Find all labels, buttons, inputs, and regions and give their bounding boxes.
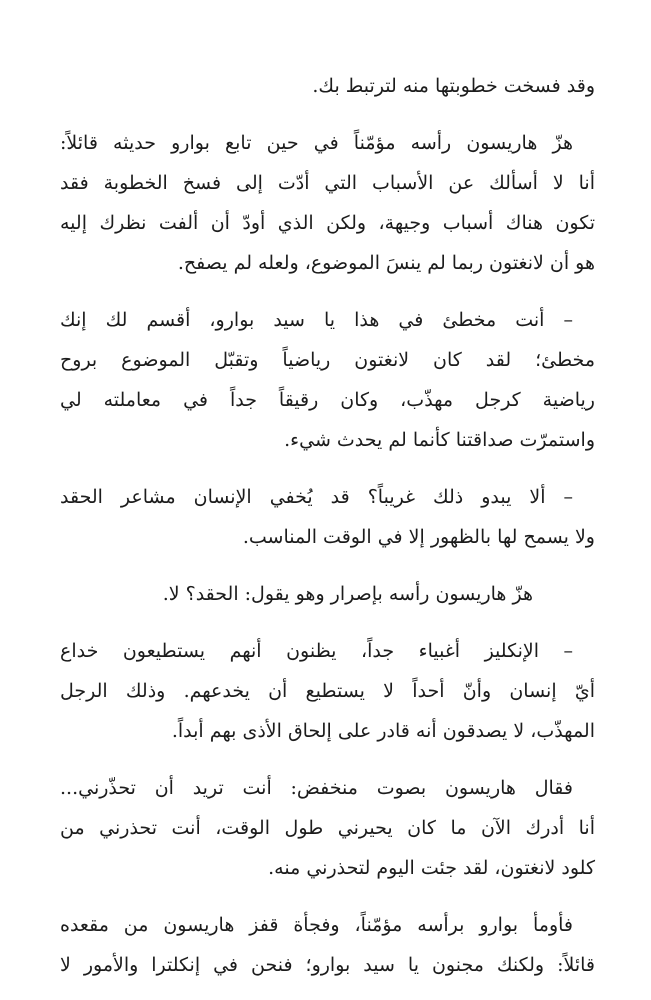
text-line: – ألا يبدو ذلك غريباً؟ قد يُخفي الإنسان مشاعر الحقد — [60, 486, 573, 508]
text-line: – أنت مخطئ في هذا يا سيد بوارو، أقسم لك إنك — [60, 309, 573, 331]
text-line: أنا أدرك الآن ما كان يحيرني طول الوقت، أنت تحذرني من — [60, 817, 595, 839]
text-line: وقد فسخت خطوبتها منه لترتبط بك. — [312, 75, 595, 97]
text-line: كلود لانغتون، لقد جئت اليوم لتحذرني منه. — [268, 857, 595, 879]
paragraph-1 — [60, 66, 595, 106]
paragraph-7 — [60, 768, 595, 888]
text-line: تكون هناك أسباب وجيهة، ولكن الذي أودّ أن ألفت نظرك إليه — [60, 212, 595, 234]
paragraph-6 — [60, 631, 595, 751]
text-line: ولا يسمح لها بالظهور إلا في الوقت المناسب. — [242, 526, 595, 548]
paragraph-4 — [60, 477, 595, 557]
text-line: قائلاً: ولكنك مجنون يا سيد بوارو؛ فنحن في إنكلترا والأمور لا — [60, 954, 595, 976]
text-line: فأومأ بوارو برأسه مؤمّناً، وفجأة قفز هاريسون من مقعده — [60, 914, 573, 936]
paragraph-3 — [60, 300, 595, 460]
text-line: فقال هاريسون بصوت منخفض: أنت تريد أن تحذّرني... — [60, 777, 573, 799]
text-line: المهذّب، لا يصدقون أنه قادر على إلحاق الأذى بهم أبداً. — [171, 720, 595, 742]
text-line: هو أن لانغتون ربما لم ينسَ الموضوع، ولعله لم يصفح. — [177, 252, 595, 274]
paragraph-5 — [60, 574, 595, 614]
text-line: أيّ إنسان وأنّ أحداً لا يستطيع أن يخدعهم. وذلك الرجل — [60, 680, 595, 702]
text-line: واستمرّت صداقتنا كأنما لم يحدث شيء. — [284, 429, 595, 451]
text-line: – الإنكليز أغبياء جداً، يظنون أنهم يستطيعون خداع — [60, 640, 573, 662]
text-line: مخطئ؛ لقد كان لانغتون رياضياً وتقبّل الموضوع بروح — [60, 349, 595, 371]
text-line: هزّ هاريسون رأسه بإصرار وهو يقول: الحقد؟ لا. — [162, 583, 533, 605]
text-line: هزّ هاريسون رأسه مؤمّناً في حين تابع بوارو حديثه قائلاً: — [60, 132, 573, 154]
text-line: أنا لا أسألك عن الأسباب التي أدّت إلى فسخ الخطوبة فقد — [60, 172, 595, 194]
paragraph-2 — [60, 123, 595, 283]
text-line: رياضية كرجل مهذّب، وكان رقيقاً جداً في معاملته لي — [60, 389, 595, 411]
paragraph-8 — [60, 905, 595, 985]
